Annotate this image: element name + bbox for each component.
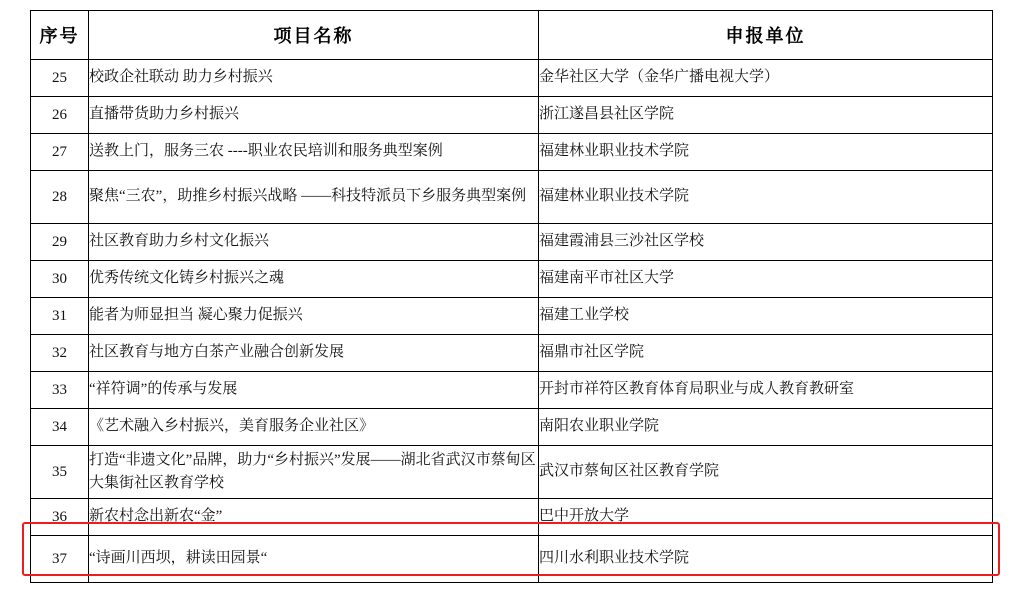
table-row <box>31 536 993 583</box>
cell-unit: 开封市祥符区教育体育局职业与成人教育教研室 <box>539 372 993 409</box>
table-header <box>31 11 993 60</box>
table-row <box>31 298 993 335</box>
cell-unit: 巴中开放大学 <box>539 499 993 536</box>
cell-seq: 26 <box>31 97 89 134</box>
cell-unit: 福建霞浦县三沙社区学校 <box>539 224 993 261</box>
cell-unit: 福鼎市社区学院 <box>539 335 993 372</box>
cell-unit: 南阳农业职业学院 <box>539 409 993 446</box>
cell-project-name: 能者为师显担当 凝心聚力促振兴 <box>89 298 539 335</box>
cell-seq: 35 <box>31 446 89 499</box>
table-row <box>31 446 993 499</box>
table-row <box>31 60 993 97</box>
cell-seq: 32 <box>31 335 89 372</box>
cell-seq: 29 <box>31 224 89 261</box>
cell-unit: 四川水利职业技术学院 <box>539 536 993 583</box>
cell-unit: 浙江遂昌县社区学院 <box>539 97 993 134</box>
table-header-row <box>31 11 993 60</box>
cell-seq: 25 <box>31 60 89 97</box>
cell-project-name: 《艺术融入乡村振兴，美育服务企业社区》 <box>89 409 539 446</box>
cell-project-name: 社区教育与地方白茶产业融合创新发展 <box>89 335 539 372</box>
cell-seq: 37 <box>31 536 89 583</box>
table-row <box>31 409 993 446</box>
cell-project-name: 优秀传统文化铸乡村振兴之魂 <box>89 261 539 298</box>
cell-seq: 31 <box>31 298 89 335</box>
table-row <box>31 224 993 261</box>
cell-seq: 28 <box>31 171 89 224</box>
cell-unit: 福建林业职业技术学院 <box>539 134 993 171</box>
cell-seq: 30 <box>31 261 89 298</box>
cell-project-name: 送教上门，服务三农 ----职业农民培训和服务典型案例 <box>89 134 539 171</box>
project-list-table-container <box>30 10 992 583</box>
cell-project-name: 打造“非遗文化”品牌，助力“乡村振兴”发展——湖北省武汉市蔡甸区大集街社区教育学校 <box>89 446 539 499</box>
cell-project-name: 聚焦“三农”，助推乡村振兴战略 ——科技特派员下乡服务典型案例 <box>89 171 539 224</box>
project-list-table <box>30 10 993 583</box>
cell-seq: 27 <box>31 134 89 171</box>
cell-project-name: 社区教育助力乡村文化振兴 <box>89 224 539 261</box>
cell-project-name: 直播带货助力乡村振兴 <box>89 97 539 134</box>
column-header-seq: 序号 <box>31 11 89 60</box>
cell-seq: 33 <box>31 372 89 409</box>
table-row <box>31 134 993 171</box>
table-row <box>31 171 993 224</box>
cell-project-name: “祥符调”的传承与发展 <box>89 372 539 409</box>
cell-unit: 福建工业学校 <box>539 298 993 335</box>
cell-unit: 福建南平市社区大学 <box>539 261 993 298</box>
cell-unit: 金华社区大学（金华广播电视大学） <box>539 60 993 97</box>
cell-project-name: 校政企社联动 助力乡村振兴 <box>89 60 539 97</box>
cell-unit: 武汉市蔡甸区社区教育学院 <box>539 446 993 499</box>
cell-seq: 34 <box>31 409 89 446</box>
cell-project-name: 新农村念出新农“金” <box>89 499 539 536</box>
column-header-unit: 申报单位 <box>539 11 993 60</box>
table-row <box>31 97 993 134</box>
table-row <box>31 499 993 536</box>
table-row <box>31 261 993 298</box>
cell-project-name: “诗画川西坝，耕读田园景“ <box>89 536 539 583</box>
column-header-project-name: 项目名称 <box>89 11 539 60</box>
table-row <box>31 372 993 409</box>
cell-seq: 36 <box>31 499 89 536</box>
cell-unit: 福建林业职业技术学院 <box>539 171 993 224</box>
table-body <box>31 60 993 583</box>
table-row <box>31 335 993 372</box>
